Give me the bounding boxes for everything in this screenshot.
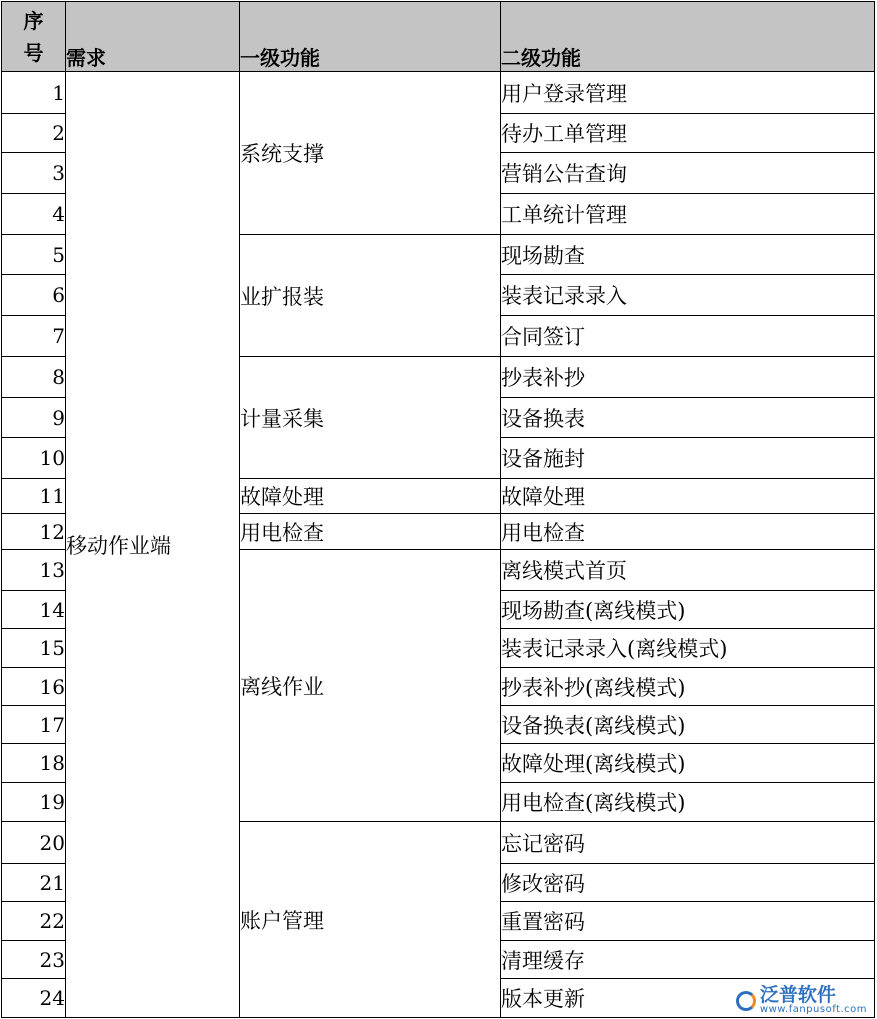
level2-function-cell: 用电检查(离线模式) [501,783,875,822]
level2-function-cell: 装表记录录入(离线模式) [501,629,875,668]
row-number: 6 [2,275,66,316]
level2-function-cell: 版本更新 [501,979,875,1018]
level1-function-cell: 账户管理 [240,822,501,1018]
table-row [2,72,875,114]
row-number: 9 [2,398,66,438]
row-number: 19 [2,783,66,822]
level2-function-cell: 重置密码 [501,902,875,941]
level1-function-cell: 业扩报装 [240,235,501,357]
function-table [1,1,875,1018]
row-number: 18 [2,744,66,783]
level2-function-cell: 抄表补抄 [501,357,875,398]
level2-function-cell: 现场勘查 [501,235,875,275]
level1-function-cell: 用电检查 [240,514,501,550]
level2-function-cell: 用电检查 [501,514,875,550]
header-level1: 一级功能 [240,2,501,72]
row-number: 10 [2,438,66,479]
row-number: 17 [2,706,66,744]
watermark-name: 泛普软件 [759,984,836,1006]
row-number: 4 [2,194,66,235]
header-row [2,2,875,72]
requirement-cell: 移动作业端 [66,72,240,1018]
level2-function-cell: 修改密码 [501,864,875,902]
row-number: 14 [2,591,66,629]
level1-function-cell: 故障处理 [240,479,501,514]
row-number: 20 [2,822,66,864]
level2-function-cell: 营销公告查询 [501,153,875,194]
level2-function-cell: 待办工单管理 [501,114,875,153]
row-number: 15 [2,629,66,668]
header-requirement: 需求 [66,2,240,72]
row-number: 3 [2,153,66,194]
row-number: 8 [2,357,66,398]
level2-function-cell: 故障处理 [501,479,875,514]
level2-function-cell: 抄表补抄(离线模式) [501,668,875,706]
level2-function-cell: 设备换表 [501,398,875,438]
level2-function-cell: 设备换表(离线模式) [501,706,875,744]
level2-function-cell: 装表记录录入 [501,275,875,316]
row-number: 21 [2,864,66,902]
row-number: 5 [2,235,66,275]
level1-function-cell: 离线作业 [240,550,501,822]
row-number: 22 [2,902,66,941]
level1-function-cell: 计量采集 [240,357,501,479]
level2-function-cell: 工单统计管理 [501,194,875,235]
level2-function-cell: 离线模式首页 [501,550,875,591]
level2-function-cell: 设备施封 [501,438,875,479]
header-no [2,2,66,72]
watermark-url: www.fanpusoft.com [759,1004,867,1015]
level2-function-cell: 合同签订 [501,316,875,357]
level2-function-cell: 清理缓存 [501,941,875,979]
level2-function-cell: 现场勘查(离线模式) [501,591,875,629]
header-no-label: 序 号 [23,8,44,65]
level2-function-cell: 故障处理(离线模式) [501,744,875,783]
header-level2: 二级功能 [501,2,875,72]
level2-function-cell: 用户登录管理 [501,72,875,114]
row-number: 2 [2,114,66,153]
row-number: 1 [2,72,66,114]
row-number: 23 [2,941,66,979]
watermark-logo [736,986,867,1015]
brand-logo-icon [736,991,756,1011]
row-number: 12 [2,514,66,550]
row-number: 16 [2,668,66,706]
row-number: 24 [2,979,66,1018]
row-number: 7 [2,316,66,357]
level2-function-cell: 忘记密码 [501,822,875,864]
row-number: 11 [2,479,66,514]
level1-function-cell: 系统支撑 [240,72,501,235]
row-number: 13 [2,550,66,591]
